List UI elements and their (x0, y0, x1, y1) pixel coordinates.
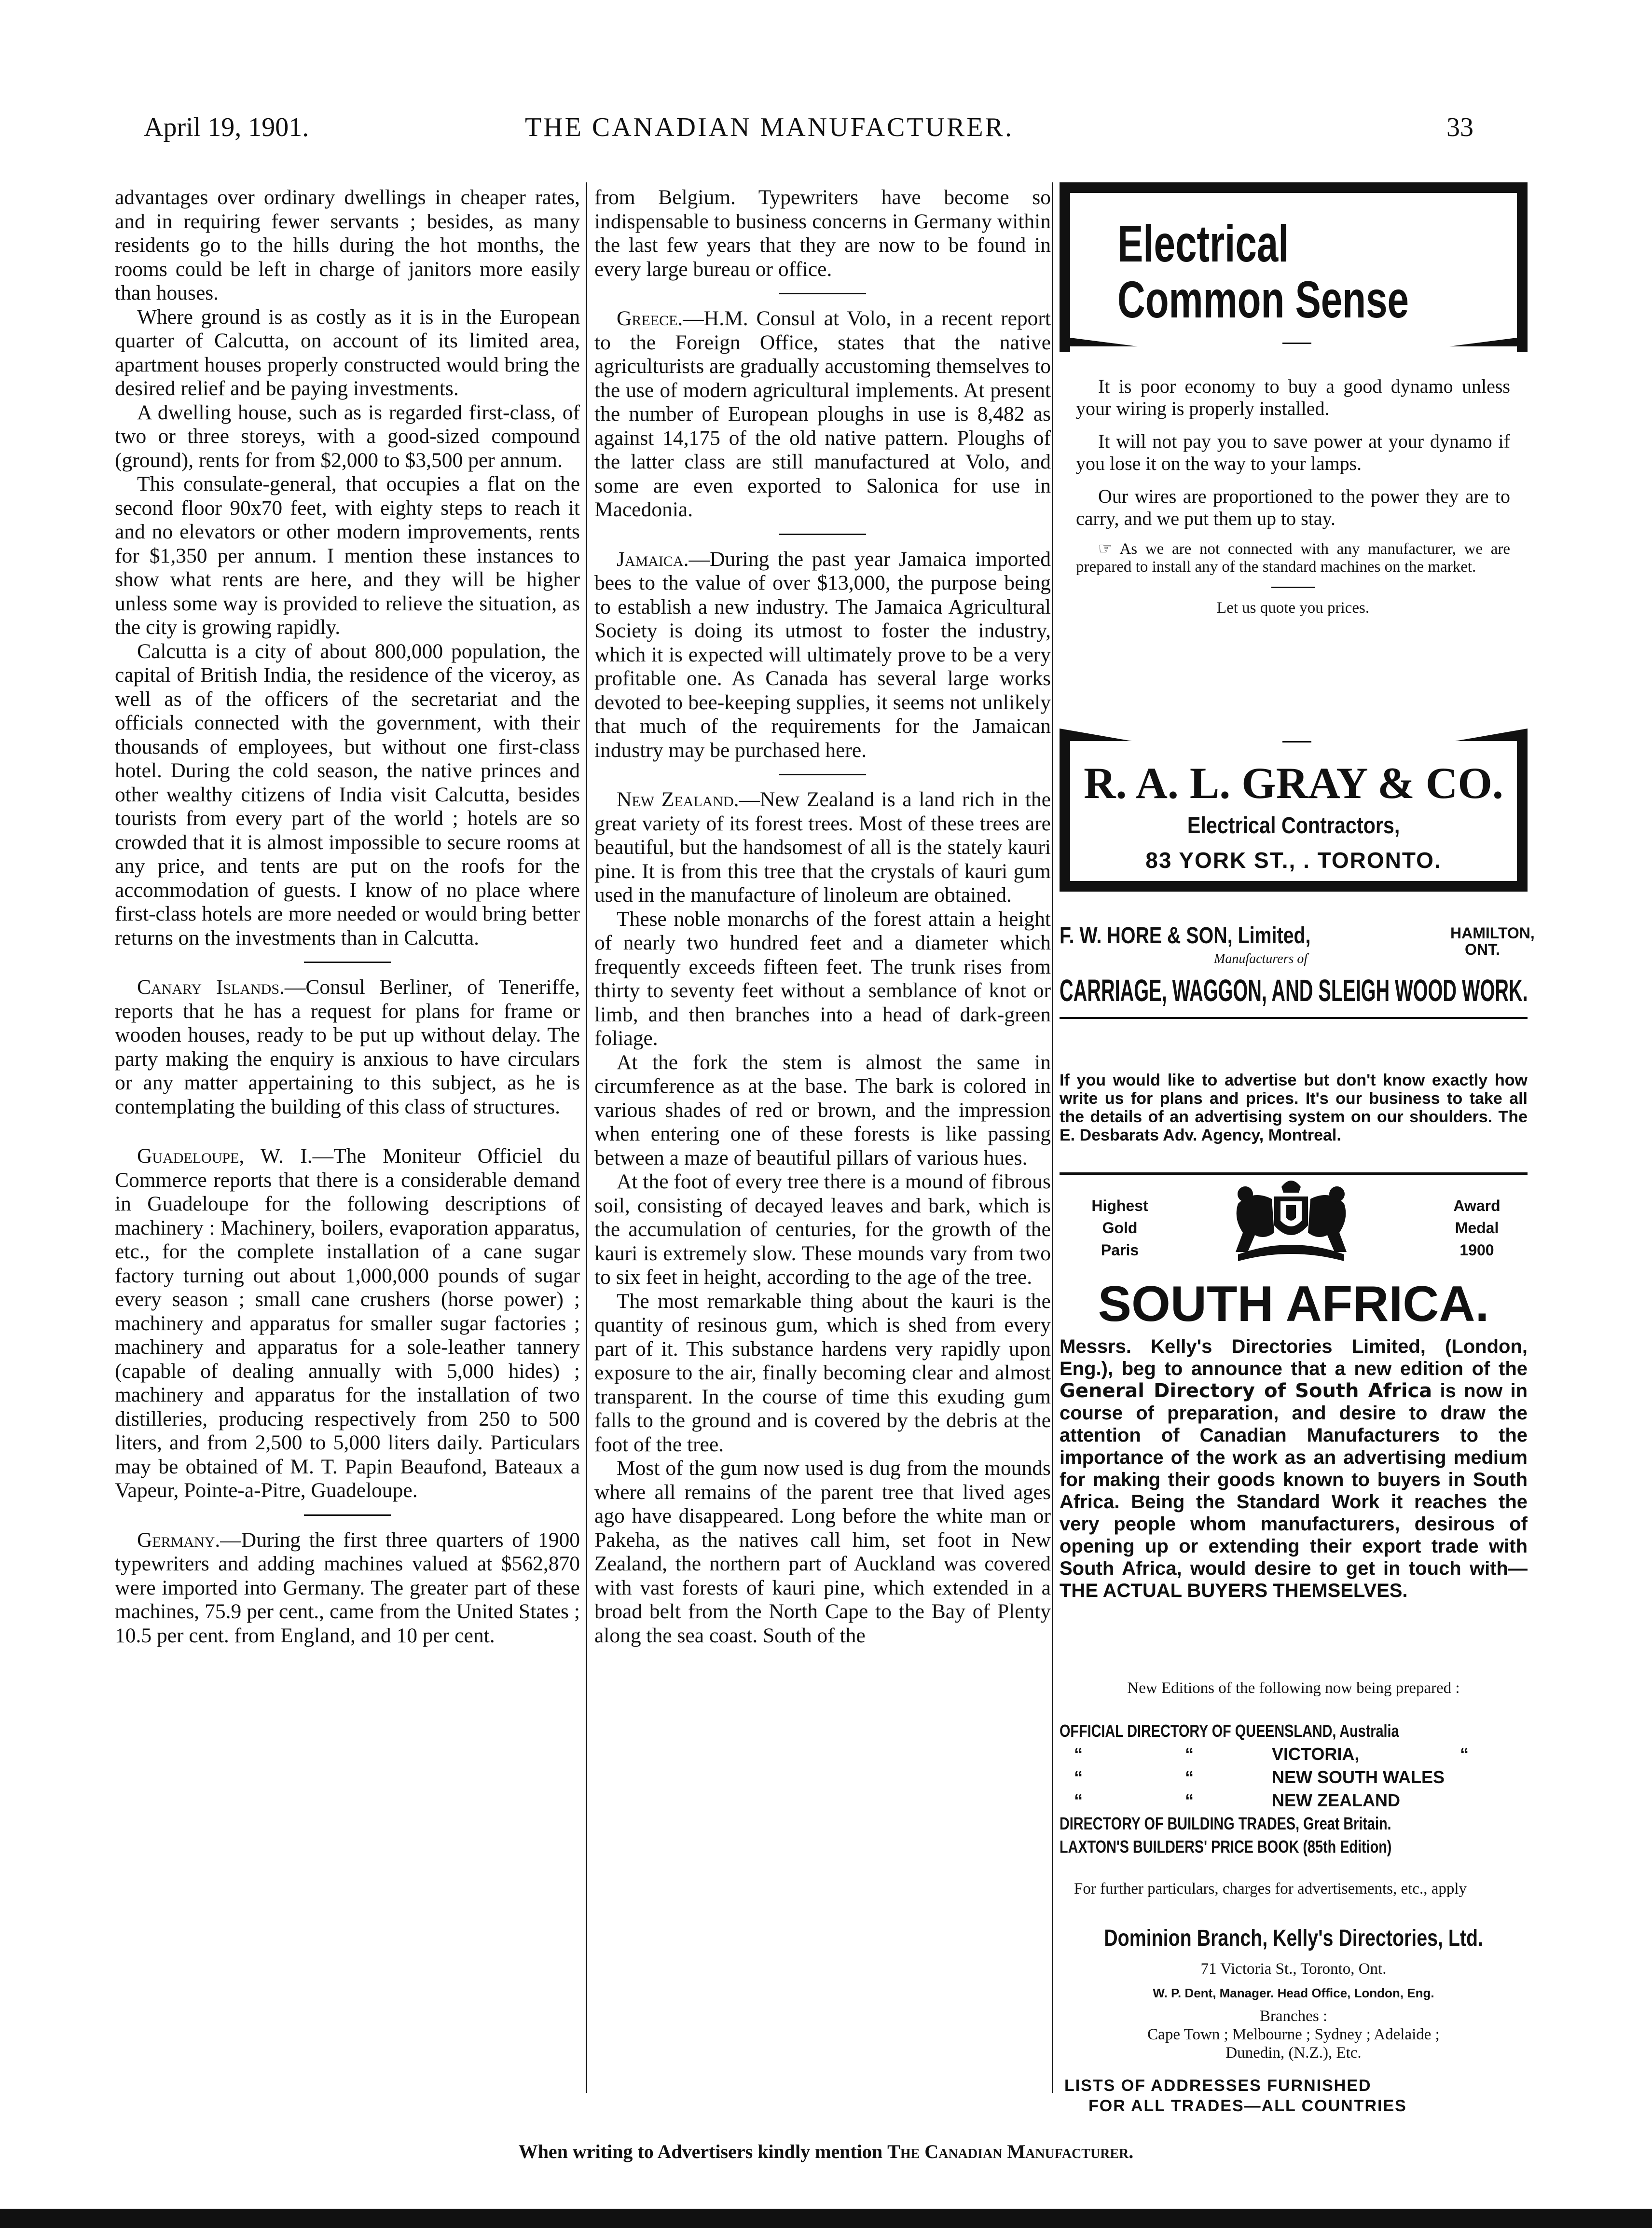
ad-border (1060, 182, 1528, 193)
column-rule (1052, 182, 1053, 2093)
award-text-year: 1900 (1459, 1241, 1494, 1259)
branches-label: Branches : (1259, 2008, 1328, 2025)
masthead-title: THE CANADIAN MANUFACTURER. (525, 112, 1014, 142)
lists-line: LISTS OF ADDRESSES FURNISHED (1064, 2077, 1372, 2095)
lists-line: FOR ALL TRADES—ALL COUNTRIES (1088, 2097, 1407, 2115)
section-text: —During the first three quarters of 1900 typewriters and adding machines valued at $562,870 were imported into Germany. The greater part of these machines, 75.9 per cent., came from the United States ; 10.5 per cent. from England, and 10 per cent. (115, 1528, 580, 1647)
kelly-further-info: For further particulars, charges for advertisements, etc., apply (1074, 1880, 1467, 1898)
hore-ad (1060, 922, 1535, 1009)
section-text: —H.M. Consul at Volo, in a recent report to the Foreign Office, states that the native agriculturists are gradually accustoming themselves to the use of modern agricultural implements. At present the number of European ploughs in use is 8,482 as against 14,175 of the old native pattern. Ploughs of the latter class are still manufactured at Volo, and some are even exported to Salonica for use in Macedonia. (594, 307, 1051, 521)
paragraph: A dwelling house, such as is regarded first-class, of two or three storeys, with a good-sized compound (ground), rents for from $2,000 to $3,500 per annum. (115, 400, 580, 472)
paragraph: Most of the gum now used is dug from the mounds where all remains of the parent tree that lived ages ago have disappeared. Long before the white man or Pakeha, as the natives call him, set foot in New Zealand, the northern part of Auckland was covered with vast forests of kauri pine, which extended in a broad belt from the North Cape to the Bay of Plenty along the sea coast. South of the (594, 1457, 1051, 1647)
pointing-hand-icon: ☞ (1098, 540, 1113, 558)
kelly-new-editions: New Editions of the following now being prepared : (1127, 1679, 1460, 1697)
germany-section (115, 1528, 580, 1648)
new-zealand-section (594, 788, 1051, 908)
kelly-headline: SOUTH AFRICA. (1098, 1276, 1489, 1332)
paragraph: The most remarkable thing about the kauri is the quantity of resinous gum, which is shed from every part of it. This substance hardens very rapidly upon exposure to the air, finally becoming clear and almost transparent. In the course of time this exuding gum falls to the ground and is covered by the debris at the foot of the tree. (594, 1289, 1051, 1456)
section-head: New Zealand. (617, 788, 739, 811)
ad-copy (1076, 375, 1510, 619)
ad-border (1060, 741, 1070, 881)
gray-electrical-ad (1060, 182, 1528, 901)
greece-section (594, 307, 1051, 522)
ad-border (1060, 881, 1528, 892)
paragraph: This consulate-general, that occupies a flat on the second floor 90x70 feet, with eighty steps to reach it and no elevators or other modern improvements, rents for $1,350 per annum. I mention these instances to show what rents are here, and they will be higher unless some way is provided to relieve the situation, as the city is growing rapidly. (115, 472, 580, 639)
ad-paragraph: It is poor economy to buy a good dynamo unless your wiring is properly installed. (1076, 375, 1510, 419)
section-divider (304, 1514, 391, 1516)
section-text: —During the past year Jamaica imported bees to the value of over $13,000, the purpose being to establish a new industry. The Jamaica Agricultural Society is doing its utmost to foster the industry, which it is expected will ultimately prove to be a very profitable one. As Canada has several large works devoted to bee-keeping supplies, it seems not unlikely that much of the requirements for the Jamaican industry may be purchased here. (594, 547, 1051, 762)
paragraph: At the fork the stem is almost the same in circumference as at the base. The bark is colored in various shades of red or brown, and the impression when entering one of these forests is like passing between a maze of beautiful pillars of various hues. (594, 1050, 1051, 1169)
section-text: W. I.—The Moniteur Officiel du Commerce reports that there is a considerable demand in Guadeloupe for the following descriptions of machinery : Machinery, boilers, evaporation apparatus, etc., for the complete installation of a cane sugar factory turning out about 1,000,000 pounds of sugar every season ; small cane crushers (horse power) ; machinery and apparatus for smaller sugar factories ; machinery and apparatus for a sole-leather tannery (capable of dealing annually with 5,000 hides) ; machinery and apparatus for the installation of two distilleries, producing respectively from 250 to 500 liters, and from 2,500 to 5,000 liters daily. Particulars may be obtained of M. T. Papin Beaufond, Bateaux a Vapeur, Pointe-a-Pitre, Guadeloupe. (115, 1144, 580, 1502)
footer-publication: The Canadian Manufacturer. (887, 2141, 1134, 2162)
section-text: —New Zealand is a land rich in the great variety of its forest trees. Most of these trees are beautiful, but the handsomest of all is the stately kauri pine. It is from this tree that the crystals of kauri gum used in the manufacture of linoleum are obtained. (594, 788, 1051, 907)
paragraph: Where ground is as costly as it is in the European quarter of Calcutta, on account of its limited area, apartment houses properly constructed would bring the desired relief and be paying investments. (115, 305, 580, 400)
ad-border (1449, 338, 1517, 346)
kelly-branch-address: 71 Victoria St., Toronto, Ont. (1200, 1960, 1387, 1978)
ad-border (1060, 729, 1132, 741)
ad-paragraph: Our wires are proportioned to the power they are to carry, and we put them up to stay. (1076, 485, 1510, 529)
column-2 (594, 186, 1051, 1648)
ad-note: As we are not connected with any manufacturer, we are prepared to install any of the standard machines on the market. (1076, 540, 1510, 576)
kelly-body-text: Messrs. Kelly's Directories Limited, (London, Eng.), beg to announce that a new edition of the (1060, 1336, 1528, 1379)
kelly-branch-name: Dominion Branch, Kelly's Directories, Ltd. (1104, 1925, 1483, 1951)
page-number: 33 (1446, 112, 1473, 142)
section-divider (779, 293, 866, 294)
paragraph: At the foot of every tree there is a mound of fibrous soil, consisting of decayed leaves and bark, which is the accumulation of centuries, for the growth of the kauri is extremely slow. These mounds vary from two to six feet in height, according to the age of the tree. (594, 1170, 1051, 1289)
column-rule (586, 182, 587, 2093)
footer-text: When writing to Advertisers kindly mention (518, 2141, 888, 2162)
section-divider (304, 962, 391, 963)
ad-company-address: 83 YORK ST., . TORONTO. (1145, 848, 1442, 873)
guadeloupe-section (115, 1144, 580, 1503)
list-item: “ “ VICTORIA, “ (1074, 1744, 1469, 1764)
ad-paragraph (1076, 540, 1510, 576)
section-divider (779, 774, 866, 775)
section-head: Guadeloupe, (137, 1144, 245, 1168)
section-divider (779, 534, 866, 535)
royal-coat-of-arms-icon (1209, 1172, 1373, 1269)
list-item: OFFICIAL DIRECTORY OF QUEENSLAND, Australia (1060, 1721, 1399, 1741)
ad-border (1455, 729, 1528, 741)
ad-border (1070, 338, 1138, 346)
list-item: “ “ NEW ZEALAND (1074, 1790, 1400, 1810)
award-text-highest: Highest (1091, 1197, 1148, 1214)
ad-headline-electrical: Electrical (1117, 214, 1289, 273)
branches-list: Cape Town ; Melbourne ; Sydney ; Adelaide ; (1147, 2026, 1440, 2043)
ad-company-name: R. A. L. GRAY & CO. (1084, 758, 1503, 808)
ad-paragraph: It will not pay you to save power at your dynamo if you lose it on the way to your lamps. (1076, 430, 1510, 474)
section-head: Jamaica. (617, 547, 689, 571)
award-text-award: Award (1453, 1197, 1501, 1214)
footer-note (0, 2140, 1652, 2163)
kelly-body-emphasis: General Directory of South Africa (1060, 1380, 1432, 1402)
desbarats-text: If you would like to advertise but don't know exactly how write us for plans and prices. It's our business to take all the details of an advertising system on our shoulders. The E. Desbarats Adv. Agency, Montreal. (1060, 1071, 1528, 1144)
jamaica-section (594, 548, 1051, 763)
paragraph: These noble monarchs of the forest attain a height of nearly two hundred feet and a diameter which frequently exceeds fifteen feet. The trunk rises from thirty to seventy feet without a semblance of knot or limb, and then branches into a head of dark-green foliage. (594, 907, 1051, 1050)
kelly-branches (1060, 2007, 1528, 2062)
issue-date: April 19, 1901. (144, 112, 309, 142)
section-head: Greece. (617, 307, 683, 330)
ad-border (1517, 741, 1528, 881)
kelly-body-text: is now in course of preparation, and desire to draw the attention of Canadian Manufacturers to the importance of the work as an advertising medium for making their goods known to buyers in South Africa. Being the Standard Work it reaches the very people whom manufacturers, desirous of opening up or extending their export trade with South Africa, would desire to get in touch with—THE ACTUAL BUYERS THEMSELVES. (1060, 1380, 1528, 1601)
section-head: Germany. (137, 1528, 220, 1552)
ad-border (1517, 193, 1528, 352)
desbarats-ad (1060, 1071, 1528, 1168)
hore-city: HAMILTON, (1450, 924, 1535, 942)
branches-list: Dunedin, (N.Z.), Etc. (1225, 2044, 1362, 2062)
award-text-medal: Medal (1455, 1219, 1499, 1237)
kelly-manager-line: W. P. Dent, Manager. Head Office, London, Eng. (1153, 1986, 1434, 2000)
ad-company-role: Electrical Contractors, (1187, 813, 1400, 839)
kelly-directory-list (1060, 1719, 1528, 1858)
ad-quote-line: Let us quote you prices. (1216, 599, 1370, 617)
kelly-directories-ad (1060, 1172, 1528, 2132)
kelly-body (1060, 1335, 1528, 1602)
ad-border (1060, 193, 1070, 352)
paragraph: advantages over ordinary dwellings in cheaper rates, and in requiring fewer servants ; besides, as many residents go to the hills during the hot months, the rooms could be left in charge of janitors more easily than houses. (115, 186, 580, 304)
list-item: DIRECTORY OF BUILDING TRADES, Great Britain. (1060, 1814, 1391, 1833)
hore-province: ONT. (1465, 941, 1500, 958)
section-head: Canary Islands. (137, 976, 285, 999)
paragraph: from Belgium. Typewriters have become so indispensable to business concerns in Germany within the last few years that they are now to be found in every large bureau or office. (594, 186, 1051, 281)
scan-edge (0, 2209, 1652, 2228)
hore-company-name: F. W. HORE & SON, Limited, (1060, 923, 1311, 949)
hore-products: CARRIAGE, WAGGON, AND SLEIGH WOOD WORK. (1060, 973, 1528, 1008)
section-text: —Consul Berliner, of Teneriffe, reports that he has a request for plans for frame or wooden houses, ready to be put up without delay. The party making the enquiry is anxious to have circulars or any matter appertaining to this subject, as he is contemplating the building of this class of structures. (115, 976, 580, 1118)
award-text-gold: Gold (1102, 1219, 1138, 1237)
award-text-paris: Paris (1101, 1241, 1139, 1259)
ad-headline-common-sense: Common Sense (1117, 270, 1409, 329)
list-item: “ “ NEW SOUTH WALES (1074, 1767, 1445, 1787)
canary-islands-section (115, 976, 580, 1119)
column-1 (115, 186, 580, 1648)
kelly-lists-furnished (1060, 2076, 1528, 2116)
paragraph: Calcutta is a city of about 800,000 population, the capital of British India, the residence of the viceroy, as well as of the officers of the secretariat and the officials connected with the government, with their thousands of employees, but without one first-class hotel. During the cold season, the native princes and other wealthy citizens of India visit Calcutta, besides tourists from every part of the world ; hotels are so crowded that it is almost impossible to secure rooms at any price, and tents are put on the roofs for the accommodation of guests. I know of no place where first-class hotels are more needed or would bring better returns on the investments than in Calcutta. (115, 639, 580, 949)
hore-manufacturers-label: Manufacturers of (1214, 951, 1308, 966)
list-item: LAXTON'S BUILDERS' PRICE BOOK (85th Edition) (1060, 1837, 1392, 1857)
